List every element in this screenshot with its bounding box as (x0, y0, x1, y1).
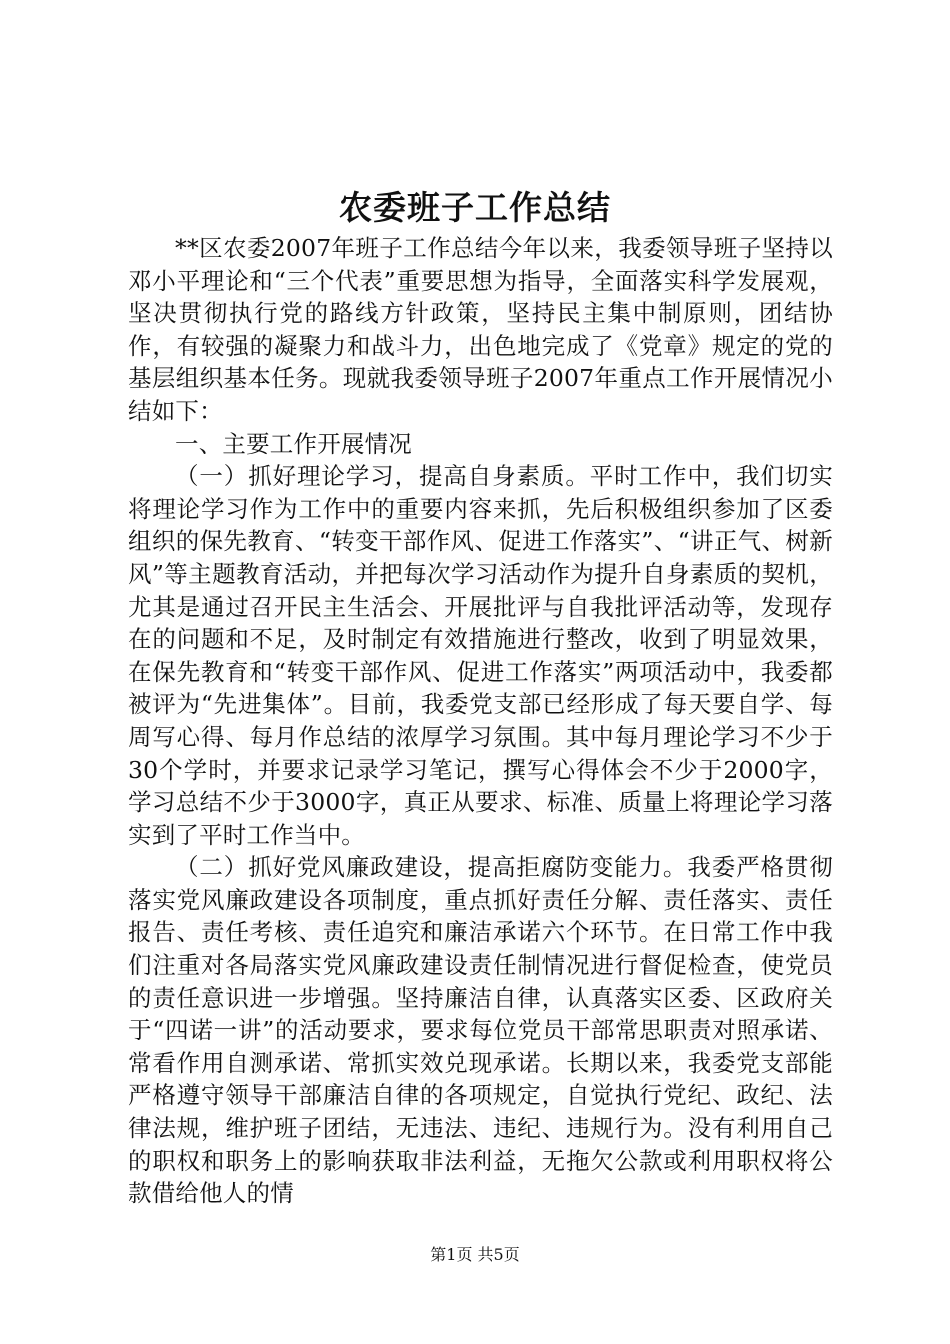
page-number-footer: 第1页 共5页 (430, 1245, 520, 1264)
intro-paragraph: **区农委2007年班子工作总结今年以来，我委领导班子坚持以邓小平理论和“三个代表”重要思想为指导，全面落实科学发展观，坚决贯彻执行党的路线方针政策，坚持民主集中制原则，团结协作，有较强的凝聚力和战斗力，出色地完成了《党章》规定的党的基层组织基本任务。现就我委领导班子2007年重点工作开展情况小结如下： (128, 234, 833, 425)
section-heading: 一、主要工作开展情况 (175, 429, 412, 458)
paragraph-integrity: （二）抓好党风廉政建设，提高拒腐防变能力。我委严格贯彻落实党风廉政建设各项制度，重点抓好责任分解、责任落实、责任报告、责任考核、责任追究和廉洁承诺六个环节。在日常工作中我们注重对各局落实党风廉政建设责任制情况进行督促检查，使党员的责任意识进一步增强。坚持廉洁自律，认真落实区委、区政府关于“四诺一讲”的活动要求，要求每位党员干部常思职责对照承诺、常看作用自测承诺、常抓实效兑现承诺。长期以来，我委党支部能严格遵守领导干部廉洁自律的各项规定，自觉执行党纪、政纪、法律法规，维护班子团结，无违法、违纪、违规行为。没有利用自己的职权和职务上的影响获取非法利益，无拖欠公款或利用职权将公款借给他人的情 (128, 853, 833, 1208)
paragraph-theory-study: （一）抓好理论学习，提高自身素质。平时工作中，我们切实将理论学习作为工作中的重要内容来抓，先后积极组织参加了区委组织的保先教育、“转变干部作风、促进工作落实”、“讲正气、树新风”等主题教育活动，并把每次学习活动作为提升自身素质的契机，尤其是通过召开民主生活会、开展批评与自我批评活动等，发现存在的问题和不足，及时制定有效措施进行整改，收到了明显效果，在保先教育和“转变干部作风、促进工作落实”两项活动中，我委都被评为“先进集体”。目前，我委党支部已经形成了每天要自学、每周写心得、每月作总结的浓厚学习氛围。其中每月理论学习不少于30个学时，并要求记录学习笔记，撰写心得体会不少于2000字，学习总结不少于3000字，真正从要求、标准、质量上将理论学习落实到了平时工作当中。 (128, 462, 833, 849)
document-title: 农委班子工作总结 (339, 188, 611, 227)
document-body (128, 232, 833, 1210)
